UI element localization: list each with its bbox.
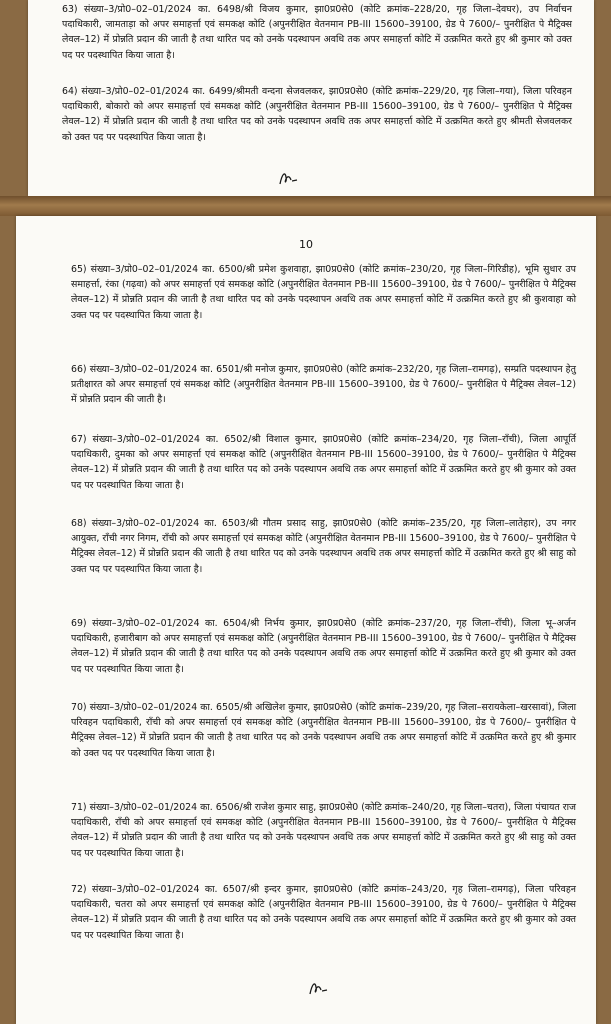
entry-number: 70) [71,702,87,713]
entry-number: 64) [62,86,78,97]
entry-text: संख्या–3/प्रो0–02–01/2024 का. 6499/श्रीमती वन्दना सेजवलकर, झा0प्र0से0 (कोटि क्रमांक–229/20, गृह जिला–गया), जिला परिवहन पदाधिकारी, बोकारो को अपर समाहर्त्ता एवं समकक्ष कोटि (अपुनरीक्षित वेतनमान PB-III 15600–39100, ग्रेड पे 7600/– पुनरीक्षित पे मैट्रिक्स लेवल–12) में प्रोन्नति प्रदान की जाती है तथा धारित पद को उनके पदस्थापन अवधि तक अपर समाहर्त्ता कोटि में उत्क्रमित करते हुए श्रीमती सेजवलकर को उक्त पद पर पदस्थापित किया जाता है। [62,86,572,143]
entry-number: 71) [71,802,87,813]
order-entry-66 [71,362,576,408]
page-gap [0,196,611,216]
entry-number: 72) [71,884,87,895]
entry-text: संख्या–3/प्रो0–02–01/2024 का. 6505/श्री अखिलेश कुमार, झा0प्र0से0 (कोटि क्रमांक–239/20, गृह जिला–सरायकेला–खरसावां), जिला परिवहन पदाधिकारी, राँची को अपर समाहर्त्ता एवं समकक्ष कोटि (अपुनरीक्षित वेतनमान PB-III 15600–39100, ग्रेड पे 7600/– पुनरीक्षित पे मैट्रिक्स लेवल–12) में प्रोन्नति प्रदान की जाती है तथा धारित पद को उनके पदस्थापन अवधि तक अपर समाहर्त्ता कोटि में उत्क्रमित करते हुए श्री कुमार को उक्त पद पर पदस्थापित किया जाता है। [71,702,577,759]
order-entry-67 [71,432,576,493]
entry-number: 67) [71,434,87,445]
order-entry-64 [62,84,572,145]
signature-mark [306,978,330,998]
order-entry-70 [71,700,576,761]
entry-text: संख्या–3/प्रो0–02–01/2024 का. 6501/श्री मनोज कुमार, झा0प्र0से0 (कोटि क्रमांक–232/20, गृह जिला–रामगढ़), सम्प्रति पदस्थापन हेतु प्रतीक्षारत को अपर समाहर्त्ता एवं समकक्ष कोटि (अपुनरीक्षित वेतनमान PB-III 15600–39100, ग्रेड पे 7600/– पुनरीक्षित पे मैट्रिक्स लेवल–12) में प्रोन्नति प्रदान की जाती है। [71,364,576,406]
order-entry-71 [71,800,576,861]
entry-number: 65) [71,264,87,275]
entry-text: संख्या–3/प्रो0–02–01/2024 का. 6506/श्री राजेश कुमार साहु, झा0प्र0से0 (कोटि क्रमांक–240/20, गृह जिला–चतरा), जिला पंचायत राज पदाधिकारी, राँची को अपर समाहर्त्ता एवं समकक्ष कोटि (अपुनरीक्षित वेतनमान PB-III 15600–39100, ग्रेड पे 7600/– पुनरीक्षित पे मैट्रिक्स लेवल–12) में प्रोन्नति प्रदान की जाती है तथा धारित पद को उनके पदस्थापन अवधि तक अपर समाहर्त्ता कोटि में उत्क्रमित करते हुए श्री साहु को उक्त पद पर पदस्थापित किया जाता है। [71,802,576,859]
entry-number: 66) [71,364,87,375]
entry-number: 68) [71,518,87,529]
order-entry-69 [71,616,576,677]
document-page-bottom [16,216,596,1024]
entry-text: संख्या–3/प्रो0–02–01/2024 का. 6507/श्री इन्दर कुमार, झा0प्र0से0 (कोटि क्रमांक–243/20, गृह जिला–रामगढ़), जिला परिवहन पदाधिकारी, चतरा को अपर समाहर्त्ता एवं समकक्ष कोटि (अपुनरीक्षित वेतनमान PB-III 15600–39100, ग्रेड पे 7600/– पुनरीक्षित पे मैट्रिक्स लेवल–12) में प्रोन्नति प्रदान की जाती है तथा धारित पद को उनके पदस्थापन अवधि तक अपर समाहर्त्ता कोटि में उत्क्रमित करते हुए श्री कुमार को उक्त पद पर पदस्थापित किया जाता है। [71,884,576,941]
order-entry-68 [71,516,576,577]
entry-text: संख्या–3/प्रो0–02–01/2024 का. 6504/श्री निर्भय कुमार, झा0प्र0से0 (कोटि क्रमांक–237/20, गृह जिला–राँची), जिला भू–अर्जन पदाधिकारी, हजारीबाग को अपर समाहर्त्ता एवं समकक्ष कोटि (अपुनरीक्षित वेतनमान PB-III 15600–39100, ग्रेड पे 7600/– पुनरीक्षित पे मैट्रिक्स लेवल–12) में प्रोन्नति प्रदान की जाती है तथा धारित पद को उनके पदस्थापन अवधि तक अपर समाहर्त्ता कोटि में उत्क्रमित करते हुए श्री कुमार को उक्त पद पर पदस्थापित किया जाता है। [71,618,576,675]
entry-text: संख्या–3/प्रो0–02–01/2024 का. 6500/श्री प्रमेश कुशवाहा, झा0प्र0से0 (कोटि क्रमांक–230/20, गृह जिला–गिरिडीह), भूमि सुधार उप समाहर्त्ता, रंका (गढ़वा) को अपर समाहर्त्ता एवं समकक्ष कोटि (अपुनरीक्षित वेतनमान PB-III 15600–39100, ग्रेड पे 7600/– पुनरीक्षित पे मैट्रिक्स लेवल–12) में प्रोन्नति प्रदान की जाती है तथा धारित पद को उनके पदस्थापन अवधि तक अपर समाहर्त्ता कोटि में उत्क्रमित करते हुए श्री कुशवाहा को उक्त पद पर पदस्थापित किया जाता है। [71,264,577,321]
entry-text: संख्या–3/प्रो0–02–01/2024 का. 6503/श्री गौतम प्रसाद साहु, झा0प्र0से0 (कोटि क्रमांक–235/20, गृह जिला–लातेहार), उप नगर आयुक्त, राँची नगर निगम, राँची को अपर समाहर्त्ता एवं समकक्ष कोटि (अपुनरीक्षित वेतनमान PB-III 15600–39100, ग्रेड पे 7600/– पुनरीक्षित पे मैट्रिक्स लेवल–12) में प्रोन्नति प्रदान की जाती है तथा धारित पद को उनके पदस्थापन अवधि तक अपर समाहर्त्ता कोटि में उत्क्रमित करते हुए श्री साहु को उक्त पद पर पदस्थापित किया जाता है। [71,518,577,575]
entry-text: संख्या–3/प्रो0–02–01/2024 का. 6498/श्री विजय कुमार, झा0प्र0से0 (कोटि क्रमांक–228/20, गृह जिला–देवघर), उप निर्वाचन पदाधिकारी, जामताड़ा को अपर समाहर्त्ता एवं समकक्ष कोटि (अपुनरीक्षित वेतनमान PB-III 15600–39100, ग्रेड पे 7600/– पुनरीक्षित पे मैट्रिक्स लेवल–12) में प्रोन्नति प्रदान की जाती है तथा धारित पद को उनके पदस्थापन अवधि तक अपर समाहर्त्ता कोटि में उत्क्रमित करते हुए श्री कुमार को उक्त पद पर पदस्थापित किया जाता है। [62,4,573,61]
page-number: 10 [299,238,313,251]
entry-text: संख्या–3/प्रो0–02–01/2024 का. 6502/श्री विशाल कुमार, झा0प्र0से0 (कोटि क्रमांक–234/20, गृह जिला–राँची), जिला आपूर्ति पदाधिकारी, दुमका को अपर समाहर्त्ता एवं समकक्ष कोटि (अपुनरीक्षित वेतनमान PB-III 15600–39100, ग्रेड पे 7600/– पुनरीक्षित पे मैट्रिक्स लेवल–12) में प्रोन्नति प्रदान की जाती है तथा धारित पद को उनके पदस्थापन अवधि तक अपर समाहर्त्ता कोटि में उत्क्रमित करते हुए श्री कुमार को उक्त पद पर पदस्थापित किया जाता है। [71,434,576,491]
entry-number: 63) [62,4,78,15]
order-entry-63 [62,2,572,63]
order-entry-72 [71,882,576,943]
signature-mark [276,168,300,188]
entry-number: 69) [71,618,87,629]
order-entry-65 [71,262,576,323]
document-page-top [28,0,594,196]
